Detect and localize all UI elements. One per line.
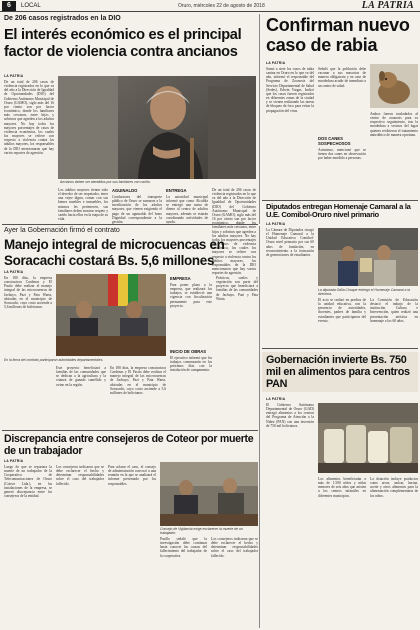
story2-col1: Sumó a siete los casos de rabia canina en Oruro en lo que va del año, informó el responsable del Programa de Zoonosis del Servicio Departamental de Salud (Sedes), Edwin Vargas. Indicó que los casos fueron registrados en diferentes zonas de la ciudad y se vienen realizando las tareas de bloqueo de foco para evitar la propagación del virus. — [266, 67, 314, 113]
newspaper-logo: LA PATRIA — [361, 0, 414, 11]
masthead — [0, 0, 420, 12]
food-sacks-photo — [318, 403, 418, 473]
story3-photo-caption: La diputada Odila Choque entregó el Homenaje Camaral a la directora. — [318, 288, 410, 296]
column-divider — [259, 14, 260, 224]
story3-tag: LA PATRIA — [266, 222, 286, 226]
story4-col3b: El ejecutivo informó que los trabajos comenzarán en los próximos días con la instalación de campamento. — [170, 356, 212, 373]
story1-col4-heading: ENTREGA — [166, 188, 187, 193]
story4-photo — [56, 274, 166, 356]
story3-col1: La Cámara de Diputados otorgó el Homenaje Camaral a la Unidad Educativa Comibol-Oruro nivel primario por sus 60 años de fundación, en reconocimiento a la formación de generaciones de estudiantes. — [266, 228, 314, 257]
contract-signing-photo — [56, 274, 166, 356]
story3-photo — [318, 228, 418, 286]
story5-col3: Para aclarar el caso, el consejo de administración convocó a una reunión en la que se analizará el informe presentado por los responsables. — [108, 465, 156, 486]
story1-col1: De un total de 206 casos de violencia registrados en lo que va del año a la Dirección de Igualdad de Oportunidades (DIO) del Gobierno Autónomo Municipal de Oruro (GAMO), siglo más del 16 por ciento son por factor económico, donde los familiares más cercanos, entre hijos y sobrinos que agreden a los adultos mayores. No hay todos los mayores porcentajes de casos de violencia económica, los cuales los mayores se refiere con respecto a violencia contra los adultos mayores, los responsables de la DIO mencionaron que hay varios reportes de agresión. — [4, 80, 54, 155]
story5-col1: Luego de que se reportara la muerte de un trabajador de la Cooperativa de Telecomunicaciones de Oruro (Coteor Ltda.), en las instalaciones de la empresa, se generó discrepancia entre los consejeros de la entidad. — [4, 465, 52, 499]
story1-col5: De un total de 206 casos de violencia registrados en lo que va del año a la Dirección de Igualdad de Oportunidades (DIO) del Gobierno Autónomo Municipal de Oruro (GAMO), siglo más del 16 por ciento son por factor familiares más cercanos, entre hijos y sobrinos que agreden a los adultos mayores. No hay todos los mayores porcentajes de casos de violencia económica, los cuales los mayores se refiere con respecto a violencia contra los adultos mayores, los responsables de la DIO mencionaron que hay varios reportes de agresión. — [212, 188, 256, 276]
story1-col3-heading: AGUINALDO — [112, 188, 138, 193]
elderly-man-photo — [58, 76, 256, 179]
story3-headline: Diputados entregan Homenaje Camaral a la U.E. Comibol-Oruro nivel primario — [266, 202, 411, 220]
story1-col3: Conductores del transporte público de Oruro se sumaron a la movilización de los adultos mayores, que vienen exigiendo el pago de un aguinaldo del bono Dignidad correspondiente a la gestión. — [112, 195, 162, 224]
divider-rule — [262, 200, 418, 201]
story5-tag: LA PATRIA — [4, 459, 24, 463]
story1-col2: Los adultos mayores tienen todo el derecho de ser respetados, tener una vejez digna, contar con sus bienes muebles e inmuebles, los mismos les pertenecen, sus familiares deben mostrar respeto y cariño hacia ellos en la etapa de su vida. — [58, 188, 108, 222]
story2-photo — [370, 64, 418, 108]
story6-col1: El Gobierno Autónomo Departamental de Oruro (GAD) entregó alimentos a los centros del Programa de Atención a la Niñez (PAN) con una inversión de 750 mil bolivianos. — [266, 403, 314, 428]
story5-col2: Los consejeros indicaron que se debe esclarecer el hecho y determinar responsabilidades sobre el caso del trabajador fallecido. — [56, 465, 104, 486]
story1-photo — [58, 76, 256, 179]
story6-tag: LA PATRIA — [266, 397, 286, 401]
council-members-photo — [160, 462, 258, 526]
story5-headline: Discrepancia entre consejeros de Coteor por muerte de un trabajador — [4, 433, 254, 457]
story4-headline: Manejo integral de microcuencas en Soracachi costará Bs. 5,6 millones — [4, 237, 225, 268]
ceremony-photo — [318, 228, 418, 286]
story4-col2: Este proyecto beneficiará a familias de las comunidades que se dedican a la agricultura y la crianza de ganado camélido y ovino en la región. — [56, 366, 106, 387]
story4-col2b: En 180 días, la empresa constructora Cardenas y El Pastío debe realizar el manejo integral de las microcuencas de Jachuyo, Pazi y Pata Warta, ubicadas en el municipio de Soracachi, cuyo costo asciende a 5,6 millones de bolivianos. — [110, 366, 166, 395]
story3-col3: La Comisión de Educación destacó el trabajo de la institución. Cultura e Intervención, quien realizó una presentación artística en homenaje a los 60 años. — [370, 298, 418, 323]
story3-col2: El acto se realizó en predios de la unidad educativa, con la presencia de autoridades, docentes, padres de familia y estudiantes que participaron del evento. — [318, 298, 366, 323]
story6-headline: Gobernación invierte Bs. 750 mil en alimentos para centros PAN — [266, 354, 410, 391]
divider-rule — [2, 430, 258, 431]
story6-col2: Los alimentos beneficiarán a más de 1.500 niños y niñas menores de seis años que asisten a los centros infantiles en diferentes municipios. — [318, 477, 366, 498]
story2-col2b: Asimismo, mencionó que se tienen dos canes en observación por haber mordido a personas. — [318, 148, 366, 161]
story2-col3: Ambos fueron trasladados al centro de zoonosis para su respectivo seguimiento, tras la mordedura a vecinos del lugar quienes recibieron el tratamiento antirrábico de manera oportuna. — [370, 112, 418, 137]
story5-col5: Los consejeros indicaron que se debe esclarecer el hecho y determinar responsabilidades sobre el caso del trabajador fallecido. — [211, 537, 258, 558]
story1-kicker: De 206 casos registrados en la DIO — [4, 15, 121, 22]
story4-kicker: Ayer la Gobernación firmó el contrato — [4, 227, 120, 234]
story2-tag: LA PATRIA — [266, 61, 286, 65]
issue-date: Oruro, miércoles 22 de agosto de 2018 — [178, 3, 265, 9]
story4-col4: Prácticas, suelos y vegetación son parte del proyecto que beneficiará a familias de las comunidades de Jachuyo, Pazi y Pata Warta. — [216, 276, 258, 301]
story2-col2: Señaló que la población debe vacunar a sus mascotas de manera obligatoria y en caso de mordedura acudir de inmediato a un centro de salud. — [318, 67, 366, 88]
story5-photo — [160, 462, 258, 526]
story4-tag: LA PATRIA — [4, 270, 24, 274]
story1-photo-caption: Ancianos deben ser atendidos por sus familiares con cariño. — [60, 180, 151, 184]
story6-col3: La dotación incluye productos como arroz, azúcar, harina, aceite y otros alimentos para la alimentación complementaria de los niños. — [370, 477, 418, 498]
divider-rule — [262, 348, 418, 349]
story6-photo — [318, 403, 418, 473]
story4-col3-heading: EMPRESA — [170, 276, 191, 281]
divider-rule — [2, 224, 258, 225]
story5-col4: Pasillo señaló que la investigación debe continuar hasta conocer las causas del fallecimiento del trabajador de la cooperativa. — [160, 537, 207, 558]
story2-headline: Confirman nuevo caso de rabia — [266, 15, 410, 55]
story4-col1: En 180 días, la empresa constructora Cardenas y El Pastío debe realizar el manejo integral de las microcuencas de Jachuyo, Pazi y Pata Warta, ubicadas en el municipio de Soracachi, cuyo costo asciende a 5,6 millones de bolivianos. — [4, 276, 52, 310]
story1-tag: LA PATRIA — [4, 74, 24, 78]
story1-headline: El interés económico es el principal factor de violencia contra ancianos — [4, 27, 242, 60]
story5-photo-caption: Consejo de Vigilancia exige esclarecer la muerte de un trabajador. — [160, 527, 243, 535]
dog-photo — [370, 64, 418, 108]
section-name: LOCAL — [21, 3, 41, 9]
story4-col3: Para poner plazo a la empresa, que realizará los trabajos, se estableció una vigencia con fiscalización permanente para este proyecto. — [170, 283, 212, 308]
column-divider — [259, 226, 260, 628]
story4-photo-caption: En la firma del contrato participaron autoridades departamentales. — [4, 358, 104, 362]
story2-col2-heading: DOS CANES SOSPECHOSOS — [318, 136, 351, 146]
page-number: 6 — [2, 1, 16, 11]
story1-col4: La autoridad municipal informó que como Alcaldía se entregó una suma de dinero al centro de adultos mayores, además se estarán coordinando actividades de ayuda. — [166, 195, 208, 224]
story4-col3b-heading: INICIO DE OBRAS — [170, 349, 207, 354]
